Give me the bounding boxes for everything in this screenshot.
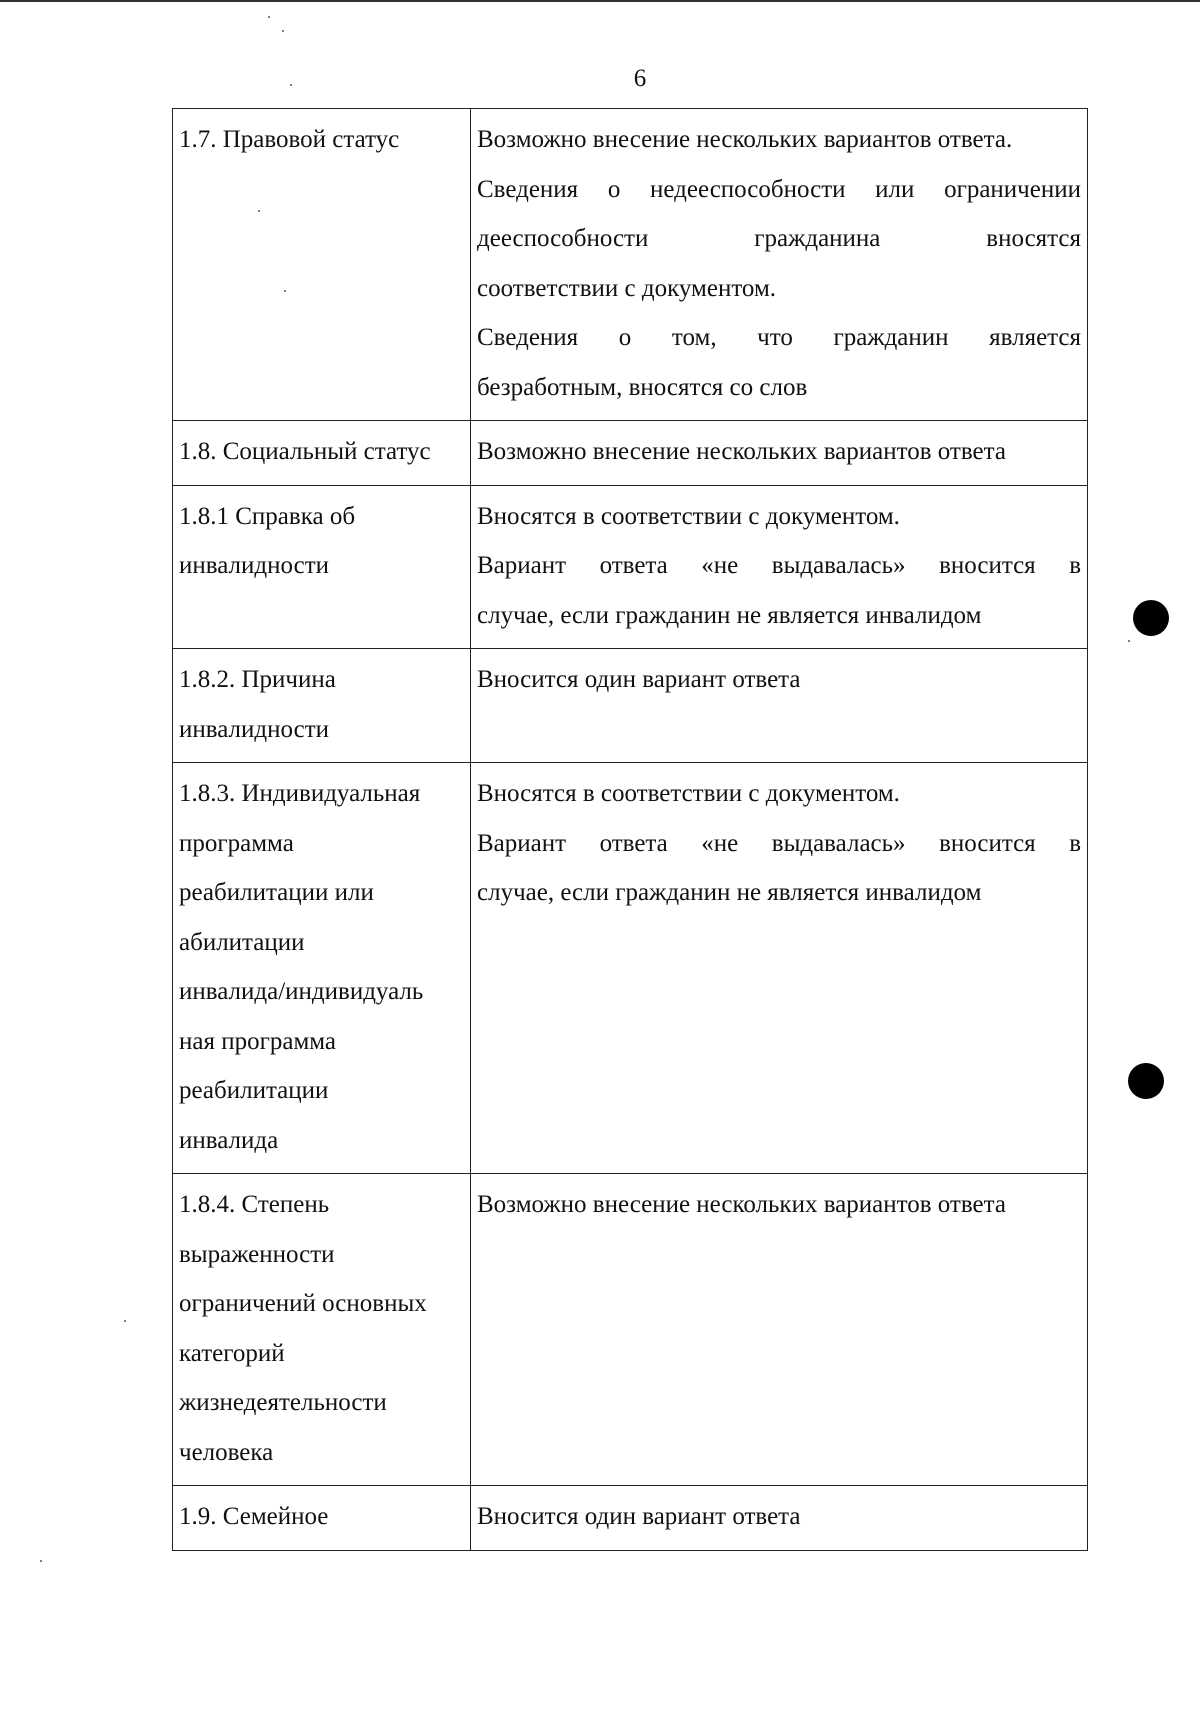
table-row xyxy=(173,109,1088,421)
instruction-cell xyxy=(471,109,1088,421)
field-name-line: абилитации xyxy=(179,928,305,956)
field-name-line: выраженности xyxy=(179,1240,335,1268)
field-name-line: человека xyxy=(179,1438,274,1466)
instruction-line: Вносятся в соответствии с документом. xyxy=(477,502,900,530)
instructions-table xyxy=(172,108,1088,1551)
instruction-cell xyxy=(471,763,1088,1174)
instruction-line: Возможно внесение нескольких вариантов ответа xyxy=(477,1191,1006,1218)
field-name-cell xyxy=(173,763,471,1174)
field-name-line: 1.8.2. Причина xyxy=(179,666,336,693)
instruction-line: Возможно внесение нескольких вариантов ответа. xyxy=(477,126,1013,153)
table-row xyxy=(173,485,1088,649)
field-name-line: 1.9. Семейное xyxy=(179,1503,329,1530)
instruction-line: дееспособности гражданина вносятся xyxy=(477,225,1081,252)
field-name-cell xyxy=(173,421,471,486)
page-number: 6 xyxy=(633,65,647,92)
instruction-cell xyxy=(471,421,1088,486)
scan-speck xyxy=(124,1320,126,1322)
field-name-cell xyxy=(173,109,471,421)
instruction-cell xyxy=(471,485,1088,649)
field-name-line: реабилитации xyxy=(179,1077,329,1104)
punch-hole-mark xyxy=(1128,1063,1164,1099)
instruction-line: Вариант ответа «не выдавалась» вносится в xyxy=(477,829,1081,857)
instruction-line: Возможно внесение нескольких вариантов ответа xyxy=(477,438,1006,465)
scan-speck xyxy=(1128,640,1130,642)
field-name-line: жизнедеятельности xyxy=(179,1389,387,1416)
field-name-line: ная программа xyxy=(179,1027,337,1055)
table-row xyxy=(173,421,1088,486)
table-row xyxy=(173,763,1088,1174)
instruction-cell xyxy=(471,1174,1088,1486)
field-name-line: ограничений основных xyxy=(179,1290,427,1317)
scan-top-edge xyxy=(0,0,1200,2)
field-name-line: 1.8.3. Индивидуальная xyxy=(179,780,421,807)
table-row xyxy=(173,649,1088,763)
instruction-line: случае, если гражданин не является инвалидом xyxy=(477,879,982,906)
instruction-line: Вносятся в соответствии с документом. xyxy=(477,780,900,807)
instruction-cell xyxy=(471,1486,1088,1551)
scan-speck xyxy=(258,210,260,212)
field-name-line: инвалидности xyxy=(179,552,330,579)
field-name-line: 1.8.1 Справка об xyxy=(179,502,356,530)
instruction-line: случае, если гражданин не является инвалидом xyxy=(477,601,982,629)
field-name-line: 1.8.4. Степень xyxy=(179,1191,330,1218)
field-name-line: инвалида xyxy=(179,1126,279,1154)
field-name-line: 1.8. Социальный статус xyxy=(179,438,431,465)
field-name-line: реабилитации или xyxy=(179,879,374,906)
scan-speck xyxy=(284,290,286,292)
field-name-cell xyxy=(173,485,471,649)
scan-speck xyxy=(282,30,284,32)
instruction-cell xyxy=(471,649,1088,763)
field-name-line: программа xyxy=(179,829,294,857)
field-name-line: инвалида/индивидуаль xyxy=(179,978,424,1005)
table-body xyxy=(173,109,1088,1551)
scan-speck xyxy=(40,1560,42,1562)
punch-hole-mark xyxy=(1133,600,1169,636)
scan-speck xyxy=(268,16,270,18)
field-name-cell xyxy=(173,649,471,763)
instruction-line: Сведения о том, что гражданин является xyxy=(477,324,1081,351)
instruction-line: Вариант ответа «не выдавалась» вносится в xyxy=(477,552,1081,579)
table-row xyxy=(173,1486,1088,1551)
field-name-cell xyxy=(173,1486,471,1551)
field-name-line: 1.7. Правовой статус xyxy=(179,126,400,153)
scan-speck xyxy=(290,84,292,86)
instruction-line: Сведения о недееспособности или ограничении xyxy=(477,175,1081,203)
field-name-cell xyxy=(173,1174,471,1486)
instruction-line: соответствии с документом. xyxy=(477,274,777,302)
instruction-line: Вносится один вариант ответа xyxy=(477,1503,801,1530)
field-name-line: инвалидности xyxy=(179,715,330,743)
field-name-line: категорий xyxy=(179,1339,285,1367)
table-row xyxy=(173,1174,1088,1486)
instruction-line: Вносится один вариант ответа xyxy=(477,666,801,693)
instruction-line: безработным, вносятся со слов xyxy=(477,373,808,401)
